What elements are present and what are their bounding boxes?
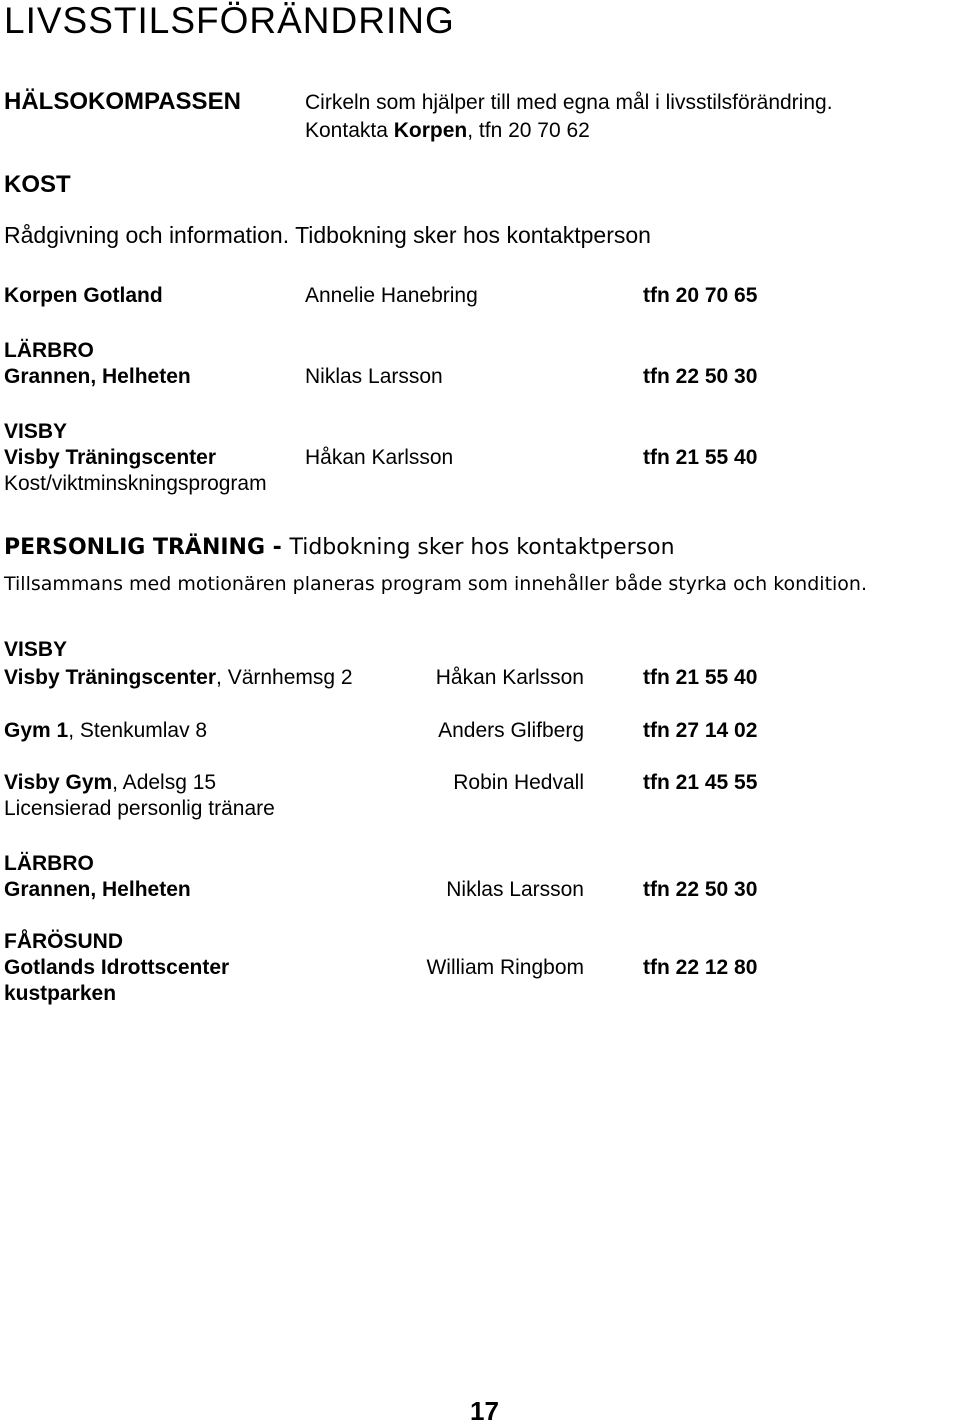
contact-suffix: , tfn 20 70 62 xyxy=(467,119,590,142)
kost-heading: KOST xyxy=(4,171,71,198)
kost-larbro-phone: tfn 22 50 30 xyxy=(643,365,758,388)
kost-visby-phone: tfn 21 55 40 xyxy=(643,446,758,469)
vtc-address: , Värnhemsg 2 xyxy=(216,666,353,689)
kost-visby-location: VISBY xyxy=(4,420,68,443)
personlig-visby-location: VISBY xyxy=(4,638,68,661)
kost-visby-person: Håkan Karlsson xyxy=(305,446,454,469)
halsokompassen-contact xyxy=(305,119,590,143)
kost-korpen-phone: tfn 20 70 65 xyxy=(643,284,758,307)
contact-prefix: Kontakta xyxy=(305,119,394,142)
personlig-larbro-name: Grannen, Helheten xyxy=(4,878,191,901)
personlig-visbygym-note: Licensierad personlig tränare xyxy=(4,797,275,820)
vtc-name: Visby Träningscenter xyxy=(4,666,217,689)
halsokompassen-description: Cirkeln som hjälper till med egna mål i livsstilsförändring. xyxy=(305,91,833,114)
page-number: 17 xyxy=(470,1396,499,1426)
gym1-address: , Stenkumlav 8 xyxy=(68,719,208,742)
personlig-farosund-location: FÅRÖSUND xyxy=(4,930,123,953)
personlig-vtc-person: Håkan Karlsson xyxy=(435,666,584,689)
personlig-farosund-name: Gotlands Idrottscenter xyxy=(4,956,230,979)
personlig-larbro-person: Niklas Larsson xyxy=(446,878,584,901)
kost-visby-program: Kost/viktminskningsprogram xyxy=(4,472,267,495)
kost-intro: Rådgivning och information. Tidbokning sker hos kontaktperson xyxy=(4,222,651,248)
page-title: LIVSSTILSFÖRÄNDRING xyxy=(4,0,455,41)
personlig-farosund-person: William Ringbom xyxy=(426,956,584,979)
personlig-larbro-phone: tfn 22 50 30 xyxy=(643,878,758,901)
visbygym-name: Visby Gym xyxy=(4,771,113,794)
personlig-heading xyxy=(4,535,675,560)
gym1-name: Gym 1 xyxy=(4,719,69,742)
personlig-heading-bold: PERSONLIG TRÄNING - xyxy=(4,535,290,560)
kost-visby-name: Visby Träningscenter xyxy=(4,446,217,469)
kost-korpen-name: Korpen Gotland xyxy=(4,284,163,307)
personlig-vtc-phone: tfn 21 55 40 xyxy=(643,666,758,689)
personlig-gym1-name xyxy=(4,719,207,743)
visbygym-address: , Adelsg 15 xyxy=(112,771,217,794)
personlig-larbro-location: LÄRBRO xyxy=(4,852,94,875)
personlig-vtc-name xyxy=(4,666,353,690)
halsokompassen-heading: HÄLSOKOMPASSEN xyxy=(4,88,241,115)
personlig-gym1-phone: tfn 27 14 02 xyxy=(643,719,758,742)
personlig-heading-rest: Tidbokning sker hos kontaktperson xyxy=(289,535,675,560)
kost-larbro-name: Grannen, Helheten xyxy=(4,365,191,388)
kost-larbro-person: Niklas Larsson xyxy=(305,365,443,388)
personlig-description: Tillsammans med motionären planeras program som innehåller både styrka och kondition. xyxy=(4,573,867,595)
personlig-visbygym-person: Robin Hedvall xyxy=(453,771,584,794)
kost-larbro-location: LÄRBRO xyxy=(4,339,94,362)
personlig-visbygym-phone: tfn 21 45 55 xyxy=(643,771,758,794)
personlig-farosund-phone: tfn 22 12 80 xyxy=(643,956,758,979)
personlig-gym1-person: Anders Glifberg xyxy=(438,719,584,742)
contact-org: Korpen xyxy=(393,119,468,142)
personlig-visbygym-name xyxy=(4,771,216,795)
kost-korpen-person: Annelie Hanebring xyxy=(305,284,478,307)
personlig-farosund-name2: kustparken xyxy=(4,982,117,1005)
